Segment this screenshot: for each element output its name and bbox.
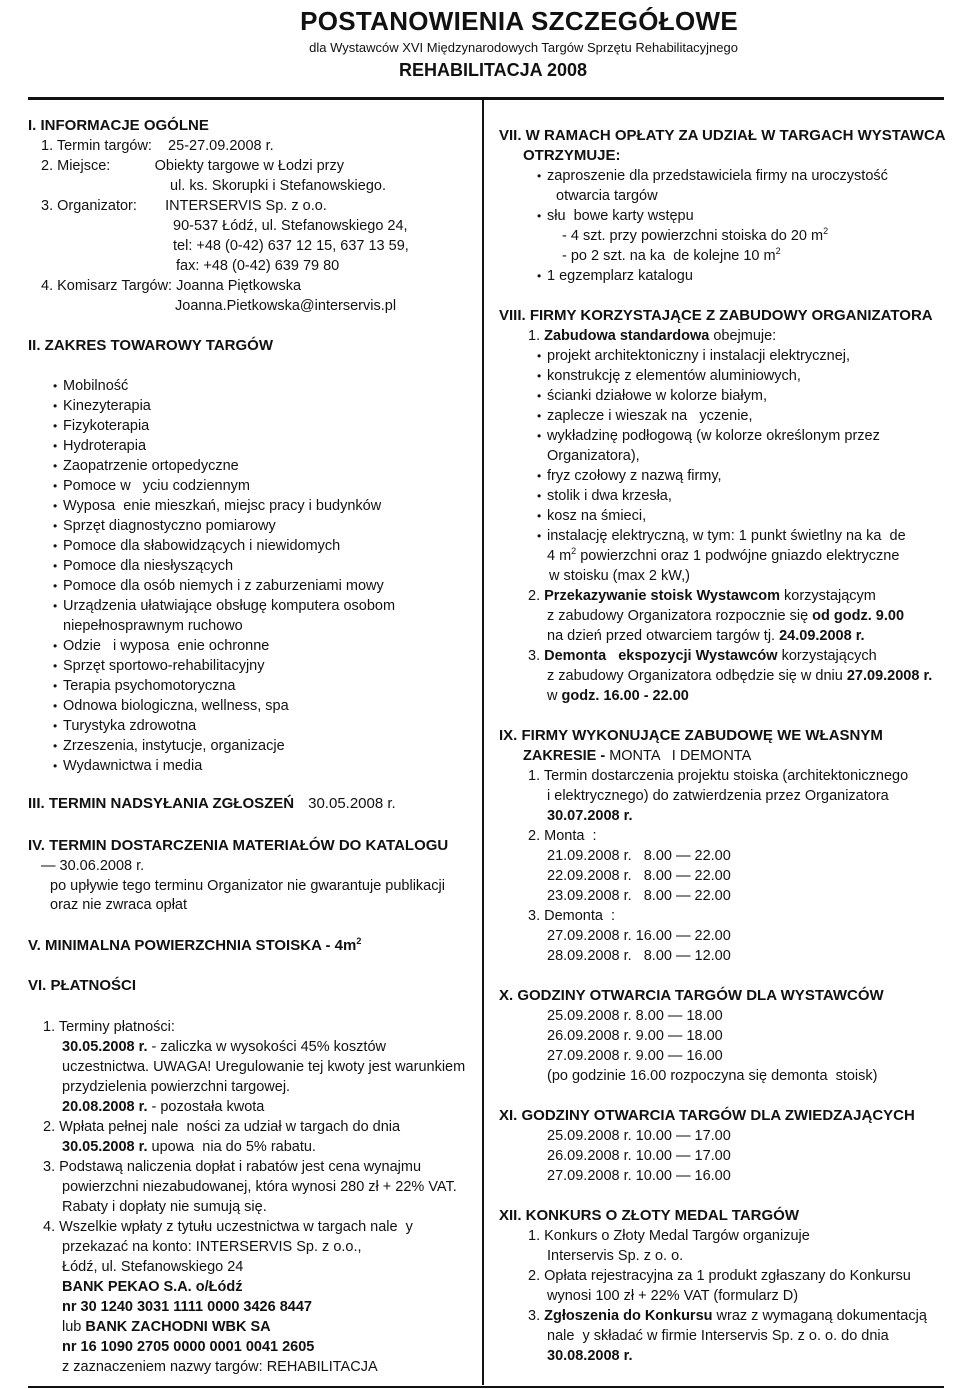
bold-term: Zabudowa standardowa: [544, 328, 710, 344]
sub-item: [562, 247, 781, 265]
header-rule: [28, 97, 944, 100]
list-item: • słu bowe karty wstępu: [547, 207, 694, 225]
list-item: • zaplecze i wieszak na yczenie,: [547, 407, 753, 425]
hours-line: 27.09.2008 r. 10.00 — 16.00: [547, 1168, 731, 1184]
payment-line: 2. Wpłata pełnej nale ności za udział w targach do dnia: [43, 1119, 401, 1135]
venue-line: 2. Miejsce: Obiekty targowe w Łodzi przy: [41, 158, 344, 174]
column-divider: [482, 100, 484, 1385]
payment-line: Łódź, ul. Stefanowskiego 24: [62, 1259, 244, 1275]
list-item: • zaproszenie dla przedstawiciela firmy na uroczystość: [547, 167, 888, 185]
dismantling-line: [547, 667, 932, 685]
venue-address: ul. ks. Skorupki i Stefanowskiego.: [170, 178, 386, 194]
payment-line: 4. Wszelkie wpłaty z tytułu uczestnictwa w targach nale y: [43, 1219, 413, 1235]
section-heading-min-stand-area: [28, 937, 361, 955]
section-heading-gold-medal: XII. KONKURS O ZŁOTY MEDAL TARGÓW: [499, 1207, 799, 1224]
dismantling-line: [547, 687, 689, 705]
date-bold: 30.05.2008 r.: [62, 1139, 148, 1155]
own-build-date: 30.07.2008 r.: [547, 808, 633, 824]
contest-line: [528, 1307, 927, 1325]
payment-line: Rabaty i dopłaty nie sumują się.: [62, 1199, 267, 1215]
contest-line: 2. Opłata rejestracyjna za 1 produkt zgłaszany do Konkursu: [528, 1268, 911, 1284]
list-item: • ścianki działowe w kolorze białym,: [547, 387, 767, 405]
bold-term: Zgłoszenia do Konkursu: [544, 1308, 713, 1324]
payment-line: przekazać na konto: INTERSERVIS Sp. z o.o.,: [62, 1239, 362, 1255]
organizer-phone: tel: +48 (0-42) 637 12 15, 637 13 59,: [173, 238, 409, 254]
organizer-address: 90-537 Łódź, ul. Stefanowskiego 24,: [173, 218, 408, 234]
list-item: • Turystyka zdrowotna: [63, 717, 196, 735]
catalog-note-line1: po upływie tego terminu Organizator nie gwarantuje publikacji: [50, 878, 445, 894]
hours-note: (po godzinie 16.00 rozpoczyna się demonta stoisk): [547, 1068, 878, 1084]
list-item: • Pomoce w yciu codziennym: [63, 477, 250, 495]
text: obejmuje:: [709, 328, 777, 344]
text: korzystającym: [780, 588, 876, 604]
event-name: REHABILITACJA 2008: [398, 60, 587, 80]
handover-line: [547, 627, 865, 645]
list-item: • instalację elektryczną, w tym: 1 punkt świetlny na ka de: [547, 527, 906, 545]
list-item: • Pomoce dla osób niemych i z zaburzeniami mowy: [63, 577, 384, 595]
hours-line: 26.09.2008 r. 9.00 — 18.00: [547, 1028, 723, 1044]
application-deadline-date: 30.05.2008 r.: [308, 795, 396, 812]
list-item: • Zaopatrzenie ortopedyczne: [63, 457, 239, 475]
list-item: • Urządzenia ułatwiające obsługę komputera osobom: [63, 597, 395, 615]
organizer-line: 3. Organizator: INTERSERVIS Sp. z o.o.: [41, 198, 327, 214]
bold-term: ZAKRESIE -: [523, 748, 610, 764]
payment-line: 3. Podstawą naliczenia dopłat i rabatów jest cena wynajmu: [43, 1159, 422, 1175]
number: 3.: [528, 648, 545, 664]
section-heading-own-build: IX. FIRMY WYKONUJĄCE ZABUDOWĘ WE WŁASNYM: [499, 727, 883, 744]
list-item: • Sprzęt diagnostyczno pomiarowy: [63, 517, 276, 535]
bold-term: Przekazywanie stoisk Wystawcom: [544, 588, 780, 604]
list-item-continuation: [547, 547, 899, 565]
bank-name: BANK PEKAO S.A. o/Łódź: [62, 1279, 243, 1295]
bank-account-1: nr 30 1240 3031 1111 0000 3426 8447: [62, 1299, 312, 1315]
list-item: • konstrukcję z elementów aluminiowych,: [547, 367, 801, 385]
sub-item-text: - 4 szt. przy powierzchni stoiska do 20 m: [562, 228, 824, 244]
text: na dzień przed otwarciem targów tj.: [547, 628, 780, 644]
list-item-continuation: otwarcia targów: [556, 188, 658, 204]
document-subtitle: dla Wystawców XVI Międzynarodowych Targów Sprzętu Rehabilitacyjnego: [309, 40, 738, 55]
assembly-date: 21.09.2008 r. 8.00 — 22.00: [547, 848, 731, 864]
list-item: • Sprzęt sportowo-rehabilitacyjny: [63, 657, 264, 675]
list-item-continuation: Organizatora),: [547, 448, 640, 464]
payment-line: przydzielenia powierzchni targowej.: [62, 1079, 291, 1095]
document-title: POSTANOWIENIA SZCZEGÓŁOWE: [300, 6, 738, 36]
bold-term: godz. 16.00 - 22.00: [561, 688, 689, 704]
number: 1.: [528, 328, 545, 344]
handover-line: [547, 607, 904, 625]
list-item: • Hydroterapia: [63, 437, 146, 455]
hours-line: 25.09.2008 r. 8.00 — 18.00: [547, 1008, 723, 1024]
section-heading-fee-includes-cont: OTRZYMUJE:: [523, 147, 621, 164]
list-item: • Kinezyterapia: [63, 397, 151, 415]
list-item: • Pomoce dla słabowidzących i niewidomych: [63, 537, 340, 555]
section-heading-payments: VI. PŁATNOŚCI: [28, 977, 137, 994]
superscript: 2: [571, 546, 577, 557]
sub-item-text: - po 2 szt. na ka de kolejne 10 m: [562, 248, 776, 264]
list-item: • Odnowa biologiczna, wellness, spa: [63, 697, 289, 715]
list-item: • Fizykoterapia: [63, 417, 149, 435]
text: z zabudowy Organizatora rozpocznie się: [547, 608, 813, 624]
section-heading-product-range: II. ZAKRES TOWAROWY TARGÓW: [28, 337, 273, 354]
list-item: • Pomoce dla niesłyszących: [63, 557, 233, 575]
footer-rule: [28, 1386, 944, 1388]
list-item: • Odzie i wyposa enie ochronne: [63, 637, 269, 655]
hours-line: 26.09.2008 r. 10.00 — 17.00: [547, 1148, 731, 1164]
contest-deadline: 30.08.2008 r.: [547, 1348, 633, 1364]
payment-line: uczestnictwa. UWAGA! Uregulowanie tej kwoty jest warunkiem: [62, 1059, 466, 1075]
number: 2.: [528, 588, 545, 604]
bold-term: 24.09.2008 r.: [779, 628, 865, 644]
text: z zabudowy Organizatora odbędzie się w dniu: [547, 668, 847, 684]
standard-build-line: [528, 327, 776, 345]
bold-term: od godz. 9.00: [812, 608, 905, 624]
payment-terms-label: 1. Terminy płatności:: [43, 1019, 175, 1035]
text: MONTA I DEMONTA: [609, 748, 752, 764]
list-item-continuation: niepełnosprawnym ruchowo: [63, 618, 243, 634]
section-heading-visitor-hours: XI. GODZINY OTWARCIA TARGÓW DLA ZWIEDZAJĄCYCH: [499, 1107, 915, 1124]
payment-text: upowa nia do 5% rabatu.: [147, 1139, 316, 1155]
superscript: 2: [356, 936, 362, 946]
dismantling-line: [528, 647, 877, 665]
list-item: • stolik i dwa krzesła,: [547, 487, 672, 505]
contest-line: Interservis Sp. z o. o.: [547, 1248, 684, 1264]
list-item: • Wydawnictwa i media: [63, 757, 202, 775]
bank-account-2: nr 16 1090 2705 0000 0001 0041 2605: [62, 1339, 315, 1355]
handover-line: [528, 587, 876, 605]
hours-line: 25.09.2008 r. 10.00 — 17.00: [547, 1128, 731, 1144]
hours-line: 27.09.2008 r. 9.00 — 16.00: [547, 1048, 723, 1064]
text: korzystających: [777, 648, 877, 664]
section-heading-exhibitor-hours: X. GODZINY OTWARCIA TARGÓW DLA WYSTAWCÓW: [499, 987, 884, 1004]
dismantling-date: 28.09.2008 r. 8.00 — 12.00: [547, 948, 731, 964]
heading-text: V. MINIMALNA POWIERZCHNIA STOISKA - 4m: [28, 937, 357, 954]
assembly-date: 23.09.2008 r. 8.00 — 22.00: [547, 888, 731, 904]
text: powierzchni oraz 1 podwójne gniazdo elektryczne: [576, 548, 900, 564]
contest-line: nale y składać w firmie Interservis Sp. z o. o. do dnia: [547, 1328, 889, 1344]
bold-term: 27.09.2008 r.: [846, 668, 933, 684]
commissioner-email[interactable]: Joanna.Pietkowska@interservis.pl: [175, 298, 397, 314]
bank-alt-line: [62, 1318, 271, 1336]
catalog-note-line2: oraz nie zwraca opłat: [50, 897, 188, 913]
list-item: • Wyposa enie mieszkań, miejsc pracy i budynków: [63, 497, 381, 515]
fair-dates-line: 1. Termin targów: 25-27.09.2008 r.: [41, 138, 274, 154]
own-build-line: i elektrycznego) do zatwierdzenia przez Organizatora: [547, 788, 889, 804]
contest-line: wynosi 100 zł + 22% VAT (formularz D): [547, 1288, 799, 1304]
section-heading-fee-includes: VII. W RAMACH OPŁATY ZA UDZIAŁ W TARGACH WYSTAWCA: [499, 127, 946, 144]
commissioner-line: 4. Komisarz Targów: Joanna Piętkowska: [41, 278, 302, 294]
organizer-fax: fax: +48 (0-42) 639 79 80: [176, 258, 340, 274]
text: wraz z wymaganą dokumentacją: [712, 1308, 927, 1324]
assembly-date: 22.09.2008 r. 8.00 — 22.00: [547, 868, 731, 884]
list-item: • Terapia psychomotoryczna: [63, 677, 235, 695]
superscript: 2: [775, 246, 781, 257]
sub-item: [562, 227, 828, 245]
number: 3.: [528, 1308, 545, 1324]
payment-line: [62, 1038, 386, 1056]
transfer-note: z zaznaczeniem nazwy targów: REHABILITACJA: [62, 1359, 378, 1375]
section-heading-catalog-materials: IV. TERMIN DOSTARCZENIA MATERIAŁÓW DO KATALOGU: [28, 837, 449, 854]
payment-line: [62, 1098, 264, 1116]
payment-line: powierzchni niezabudowanej, która wynosi 280 zł + 22% VAT.: [62, 1179, 457, 1195]
payment-text: - pozostała kwota: [147, 1099, 265, 1115]
bank-name-2: BANK ZACHODNI WBK SA: [85, 1319, 271, 1335]
payment-text: - zaliczka w wysokości 45% kosztów: [147, 1039, 386, 1055]
list-item-continuation: w stoisku (max 2 kW,): [549, 568, 690, 584]
payment-line: [62, 1138, 316, 1156]
text: w: [547, 688, 562, 704]
list-item: • Zrzeszenia, instytucje, organizacje: [63, 737, 285, 755]
list-item: • projekt architektoniczny i instalacji elektrycznej,: [547, 347, 850, 365]
contest-line: 1. Konkurs o Złoty Medal Targów organizuje: [528, 1228, 810, 1244]
own-build-line: 1. Termin dostarczenia projektu stoiska (architektonicznego: [528, 768, 909, 784]
list-item: • kosz na śmieci,: [547, 507, 646, 525]
list-item: • 1 egzemplarz katalogu: [547, 267, 693, 285]
section-heading-own-build-cont: [523, 747, 751, 765]
date-bold: 20.08.2008 r.: [62, 1099, 148, 1115]
list-item: • Mobilność: [63, 377, 128, 395]
heading-text: III. TERMIN NADSYŁANIA ZGŁOSZEŃ: [28, 795, 295, 812]
superscript: 2: [823, 226, 829, 237]
list-item: • fryz czołowy z nazwą firmy,: [547, 467, 722, 485]
dismantling-label: 3. Demonta :: [528, 908, 616, 924]
or-label: lub: [62, 1319, 86, 1335]
catalog-deadline-date: — 30.06.2008 r.: [41, 858, 145, 874]
bold-term: Demonta ekspozycji Wystawców: [544, 648, 778, 664]
list-item: • wykładzinę podłogową (w kolorze określonym przez: [547, 427, 880, 445]
section-heading-application-deadline: [28, 795, 396, 813]
date-bold: 30.05.2008 r.: [62, 1039, 148, 1055]
text: 4 m: [547, 548, 572, 564]
section-heading-organizer-build: VIII. FIRMY KORZYSTAJĄCE Z ZABUDOWY ORGANIZATORA: [499, 307, 933, 324]
section-heading-general-info: I. INFORMACJE OGÓLNE: [28, 117, 209, 134]
dismantling-date: 27.09.2008 r. 16.00 — 22.00: [547, 928, 731, 944]
assembly-label: 2. Monta :: [528, 828, 597, 844]
